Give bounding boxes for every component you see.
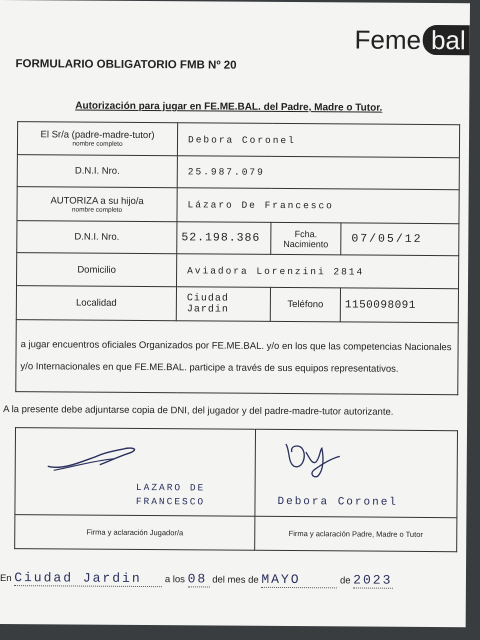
form-title: FORMULARIO OBLIGATORIO FMB Nº 20 (15, 58, 237, 72)
logo-text-a: Feme (354, 24, 422, 55)
del-mes-label: del mes de (212, 574, 259, 586)
authorizes-label: AUTORIZA a su hijo/a (50, 194, 144, 207)
city-field[interactable]: Ciudad Jardin (176, 287, 270, 322)
player-signature-box[interactable] (15, 428, 256, 517)
birth-date-field[interactable]: 07/05/12 (341, 223, 459, 256)
parent-printed-name: Debora Coronel (277, 495, 398, 509)
player-printed-name: LAZARO DE FRANCESCO (135, 481, 206, 508)
parent-name-field[interactable]: Debora Coronel (177, 123, 459, 158)
child-sublabel: nombre completo (71, 206, 123, 214)
date-place-line (0, 570, 393, 589)
phone-label: Teléfono (270, 287, 340, 321)
parent-signature-caption: Firma y aclaración Padre, Madre o Tutor (255, 516, 457, 551)
en-label: En (0, 573, 12, 585)
day-field[interactable] (188, 571, 210, 587)
year-value: 2023 (353, 572, 393, 588)
child-label-cell (17, 187, 177, 222)
parent-label-cell (17, 122, 177, 156)
signature-table (14, 427, 458, 552)
child-dni-label: D.N.I. Nro. (17, 221, 177, 254)
day-value: 08 (187, 571, 208, 587)
player-signature-caption: Firma y aclaración Jugador/a (15, 515, 255, 551)
authorization-title: Autorización para jugar en FE.ME.BAL. del Padre, Madre o Tutor. (75, 100, 383, 114)
place-field[interactable] (14, 570, 162, 587)
year-field[interactable] (353, 572, 393, 588)
a-los-label: a los (164, 574, 185, 586)
month-value: MAYO (261, 571, 301, 588)
child-name-field[interactable]: Lázaro De Francesco (177, 188, 459, 224)
authorization-table (15, 121, 460, 395)
attach-note: A la presente debe adjuntarse copia de DNI, del jugador y del padre-madre-tutor autorizante. (3, 404, 394, 418)
child-dni-field[interactable]: 52.198.386 (177, 222, 271, 255)
city-label: Localidad (16, 286, 176, 321)
de-label: de (339, 575, 351, 587)
player-signature-mark (44, 440, 144, 475)
parent-dni-field[interactable]: 25.987.079 (177, 156, 459, 190)
phone-field[interactable]: 1150098091 (340, 288, 458, 323)
authorization-paragraph: a jugar encuentros oficiales Organizados por FE.ME.BAL. y/o en los que las competencias Nacionales y/o Internacionales en que FE.ME.BAL. participe a través de sus equipos representativos. (16, 320, 458, 395)
logo-text-b: bal (423, 25, 470, 55)
femebal-logo (354, 24, 469, 56)
parent-sublabel: nombre completo (72, 140, 123, 148)
parent-dni-label: D.N.I. Nro. (17, 155, 177, 188)
parent-signature-mark (280, 436, 350, 480)
parent-label: El Sr/a (padre-madre-tutor) (40, 129, 155, 142)
place-value: Ciudad Jardin (14, 570, 142, 587)
address-field[interactable]: Aviadora Lorenzini 2814 (177, 254, 459, 289)
month-field[interactable] (261, 572, 337, 589)
address-label: Domicilio (17, 253, 177, 287)
birth-date-label: Fcha. Nacimiento (271, 222, 341, 254)
parent-signature-box[interactable] (255, 429, 458, 517)
